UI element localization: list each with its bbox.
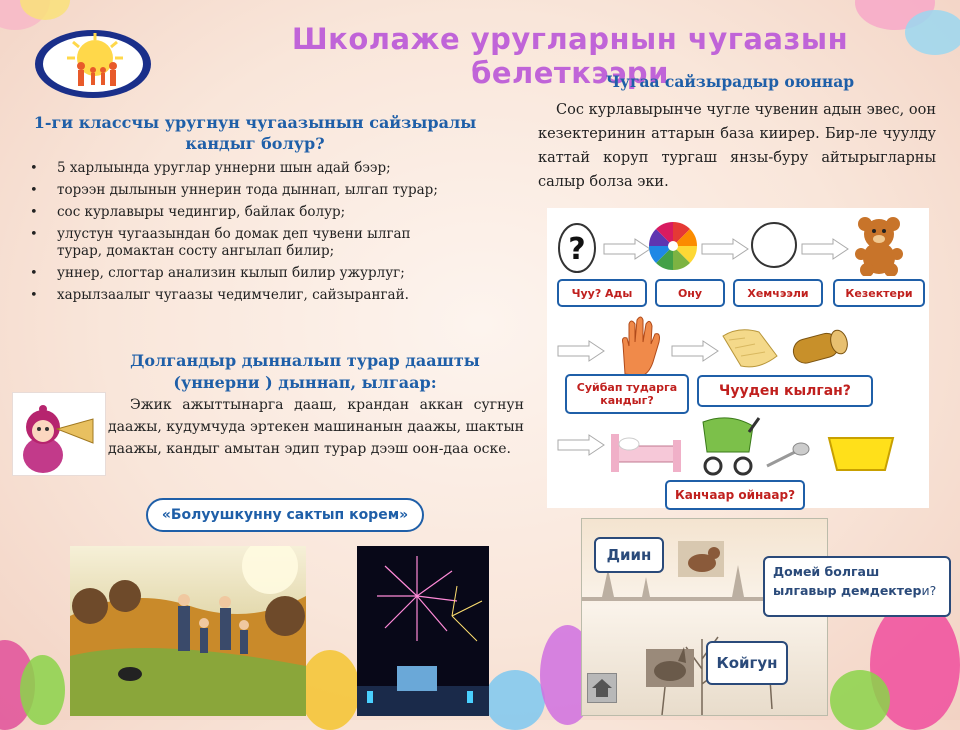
list-item: • сос курлавыры чедингир, байлак болур; xyxy=(22,204,502,221)
list-item: • уннер, слогтар анализин кылып билир ужурлуг; xyxy=(22,265,502,282)
similarities-differences-text: Домей болгаш ылгавыр демдектер xyxy=(773,564,922,598)
home-button[interactable] xyxy=(587,673,617,703)
label-hare: Койгун xyxy=(706,641,788,685)
question-icon xyxy=(557,222,597,274)
arrow-icon xyxy=(701,238,749,260)
object-description-sequence xyxy=(547,208,929,508)
label-squirrel: Диин xyxy=(594,537,664,573)
hand-icon xyxy=(615,314,663,378)
page-title: Школаже уругларнын чугаазын белеткээри xyxy=(291,22,849,90)
teddy-bear-icon xyxy=(849,214,909,276)
label-made-of: Чууден кылган? xyxy=(697,375,873,407)
fireworks-photo xyxy=(357,546,489,716)
label-size: Хемчээли xyxy=(733,279,823,307)
sounds-description: Эжик ажыттынарга дааш, крандан аккан сугнун даажы, кудумчуда эртекен машинанын даажы, шактын даажы, кандыг амытан эдип турар дээш оон-даа оске. xyxy=(108,397,524,457)
games-heading: Чугаа сайзырадыр оюннар xyxy=(605,72,855,91)
arrow-icon xyxy=(603,238,651,260)
label-what-name: Чуу? Ады xyxy=(557,279,647,307)
family-walk-photo xyxy=(70,546,306,716)
tub-icon xyxy=(825,430,897,476)
doll-stroller-icon xyxy=(697,412,761,478)
development-list xyxy=(22,160,502,309)
games-description: Сос курлавырынче чугле чувенин адын эвес, оон кезектеринин аттарын база киирер. Бир-ле чуулду каттай коруп тургаш янзы-буру айтырыгларны салыр болза эки. xyxy=(538,102,936,190)
logo-sun-family xyxy=(33,28,153,100)
list-item: • улустун чугаазындан бо домак деп чувени ылгап турар, домактан состу ангылап билир; xyxy=(22,226,457,260)
arrow-icon xyxy=(801,238,849,260)
circle-outline-icon xyxy=(749,220,799,270)
similarities-differences-text-suffix: и? xyxy=(921,583,937,598)
girl-with-trumpet-image xyxy=(12,392,106,476)
arrow-icon xyxy=(671,340,719,362)
sounds-section-heading: Долгандыр дынналып турар даашты (уннерни ) дыннап, ылгаар: xyxy=(130,351,480,392)
label-color: Ону xyxy=(655,279,725,307)
toy-bed-icon xyxy=(609,426,683,476)
label-how-play: Канчаар ойнаар? xyxy=(665,480,805,510)
arrow-icon xyxy=(557,434,605,456)
home-icon xyxy=(588,674,616,702)
remember-event-button[interactable]: «Болуушкунну сактып корем» xyxy=(146,498,424,532)
log-icon xyxy=(787,326,851,370)
similarities-differences-box xyxy=(763,556,951,617)
list-item: • 5 харлыында уруглар уннерни шын адай бээр; xyxy=(22,160,502,177)
color-wheel-icon xyxy=(647,220,699,272)
fabric-icon xyxy=(719,326,781,374)
arrow-icon xyxy=(557,340,605,362)
list-item: • харылзаалыг чугаазы чедимчелиг, сайзырангай. xyxy=(22,287,502,304)
spoon-icon xyxy=(765,440,811,470)
left-section-heading: 1-ги классчы уругнун чугаазынын сайзыралы кандыг болур? xyxy=(33,113,477,153)
label-touch-feel: Суйбап тударга кандыг? xyxy=(565,374,689,414)
list-item: • торээн дылынын уннерин тода дыннап, ылгап турар; xyxy=(22,182,502,199)
label-parts: Кезектери xyxy=(833,279,925,307)
svg-text:?: ? xyxy=(568,232,586,267)
